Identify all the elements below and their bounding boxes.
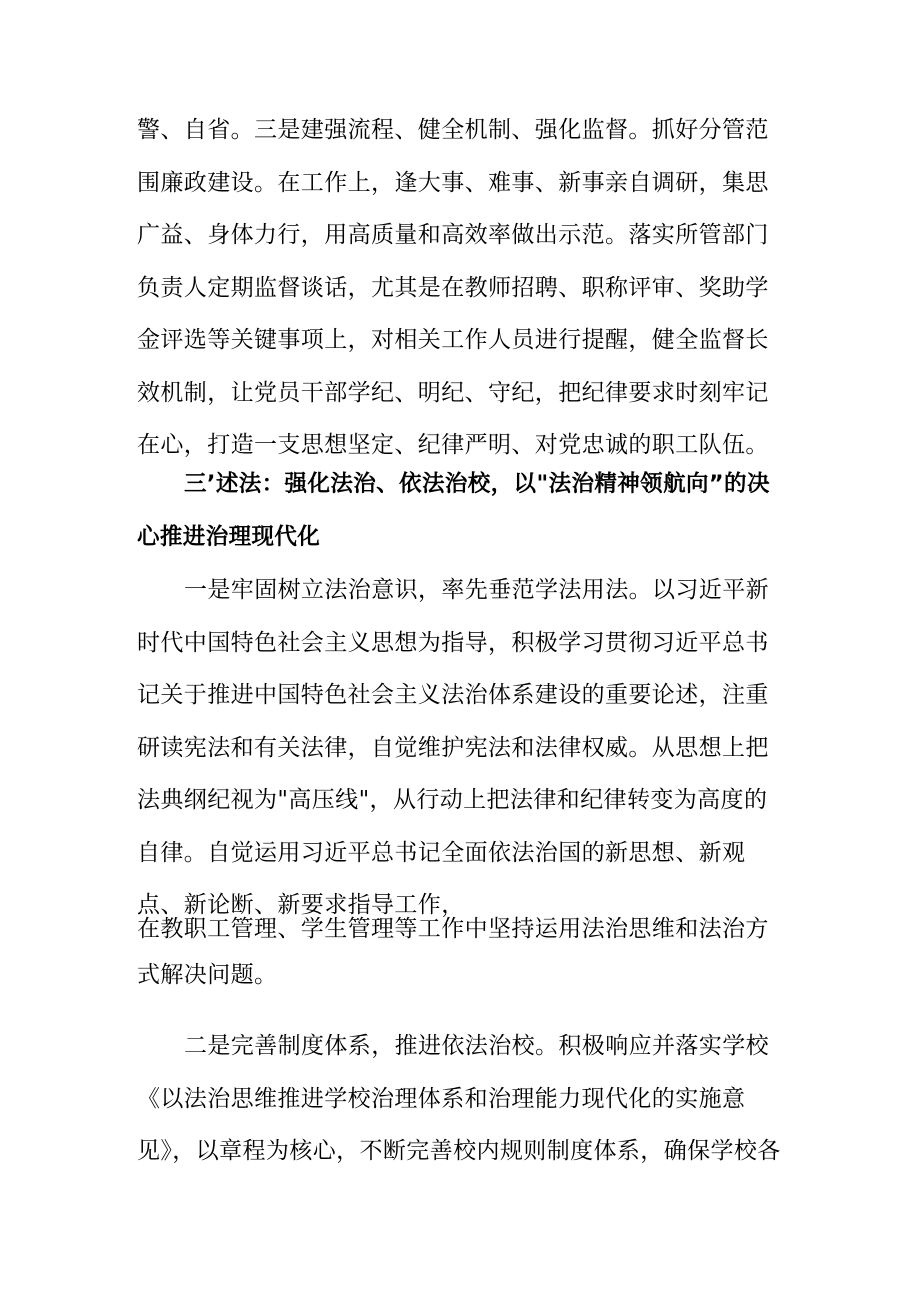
paragraph-institutional-system: 二是完善制度体系，推进依法治校。积极响应并落实学校《以法治思维推进学校治理体系和治理能力现代化的实施意见》，以章程为核心，不断完善校内规则制度体系，确保学校各	[137, 1033, 781, 1164]
paragraph-legal-thinking: 在教职工管理、学生管理等工作中坚持运用法治思维和法治方式解决问题。	[137, 916, 769, 988]
paragraph-legal-awareness: 一是牢固树立法治意识，率先垂范学法用法。以习近平新时代中国特色社会主义思想为指导，积极学习贯彻习近平总书记关于推进中国特色社会主义法治体系建设的重要论述，注重研读宪法和有关法律，自觉维护宪法和法律权威。从思想上把法典纲纪视为"高压线"，从行动上把法律和纪律转变为高度的自律。自觉运用习近平总书记全面依法治国的新思想、新观点、新论断、新要求指导工作，	[137, 577, 769, 918]
paragraph-discipline: 警、自省。三是建强流程、健全机制、强化监督。抓好分管范围廉政建设。在工作上，逢大事、难事、新事亲自调研，集思广益、身体力行，用高质量和高效率做出示范。落实所管部门负责人定期监督谈话，尤其是在教师招聘、职称评审、奖助学金评选等关键事项上，对相关工作人员进行提醒，健全监督长效机制，让党员干部学纪、明纪、守纪，把纪律要求时刻牢记在心，打造一支思想坚定、纪律严明、对党忠诚的职工队伍。	[137, 117, 769, 458]
section-heading-rule-of-law: 三’述法：强化法治、依法治校，以"法治精神领航向”的决心推进治理现代化	[137, 471, 770, 550]
